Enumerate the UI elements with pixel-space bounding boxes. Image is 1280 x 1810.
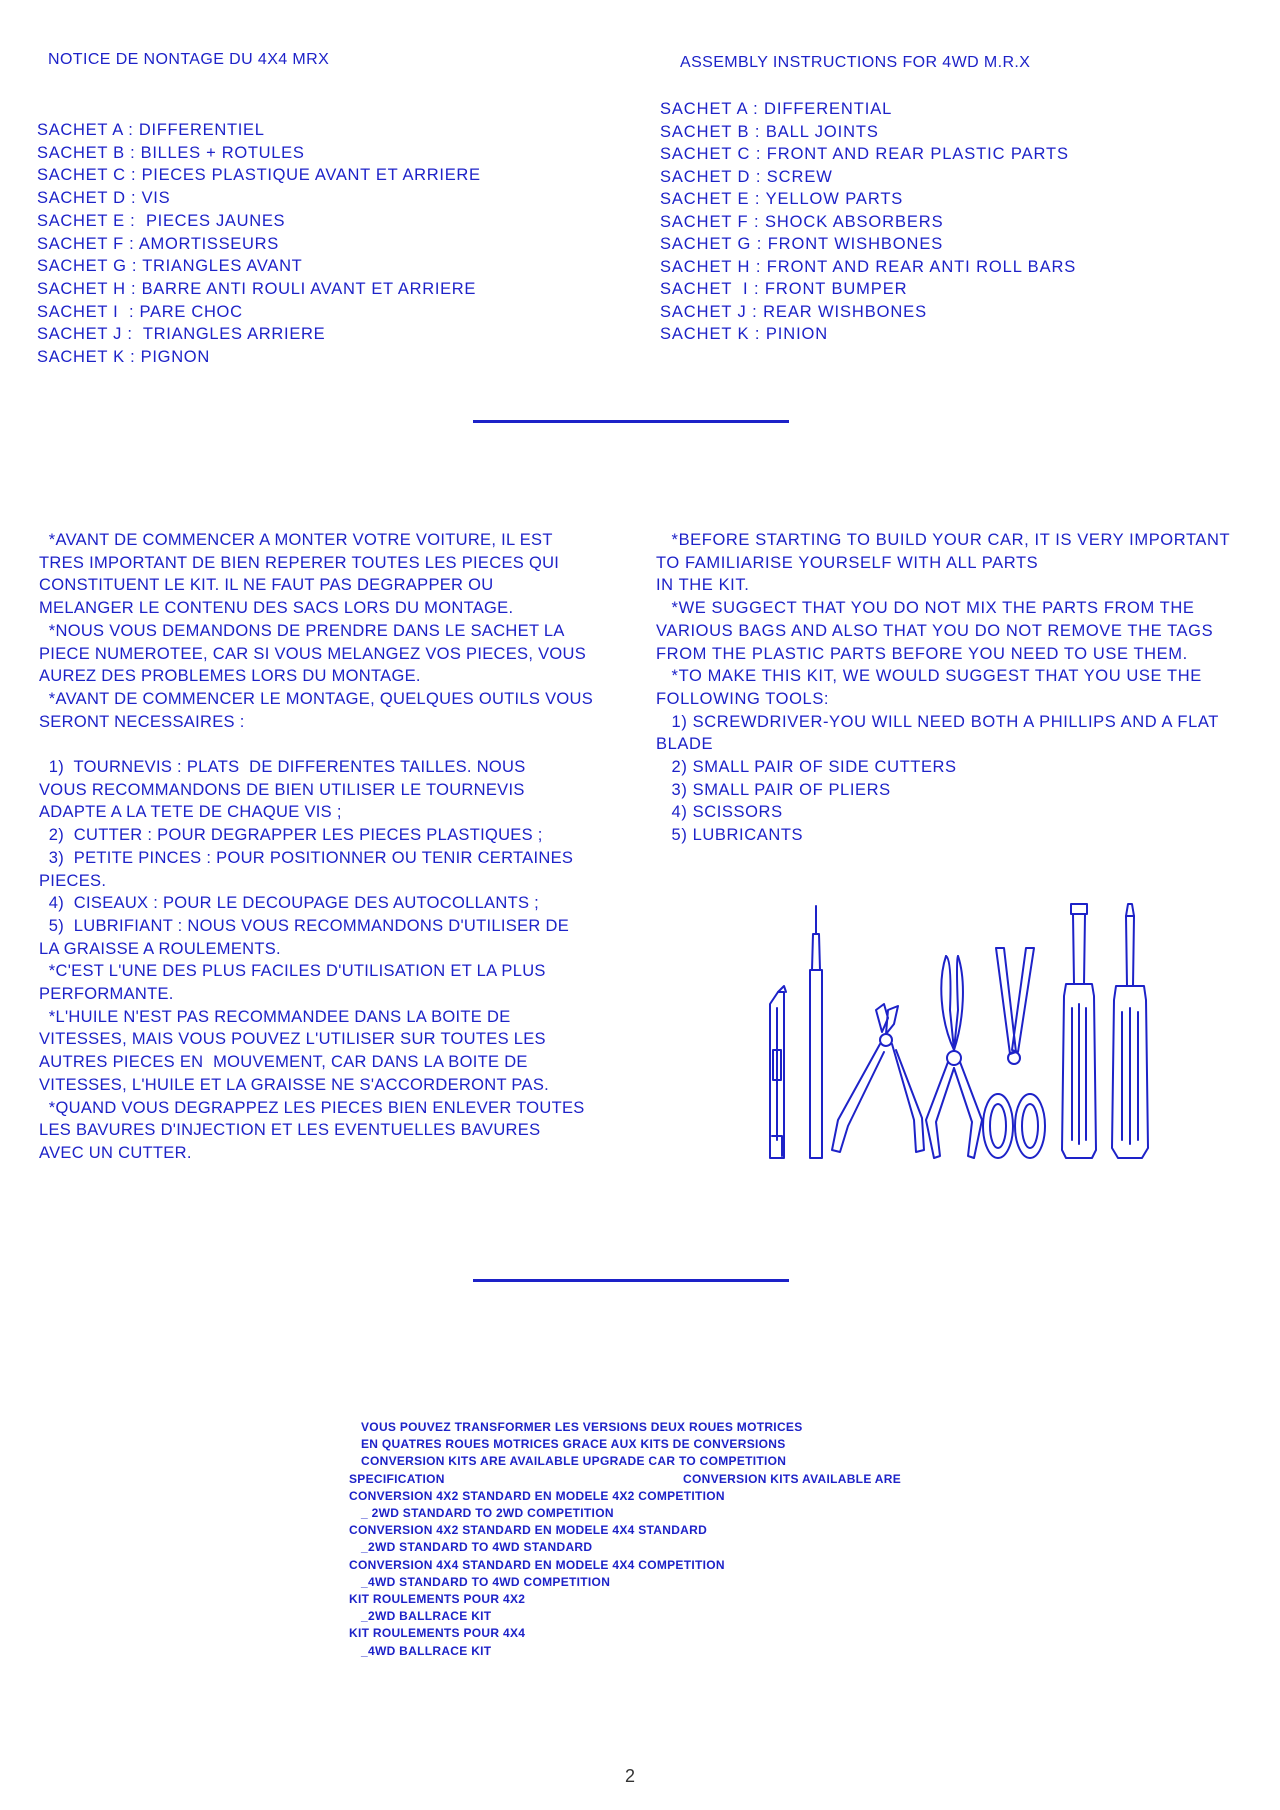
conversion-item: KIT ROULEMENTS POUR 4X2 — [349, 1592, 526, 1607]
instruction-line-en: VARIOUS BAGS AND ALSO THAT YOU DO NOT REMOVE THE TAGS — [656, 621, 1214, 640]
bag-list-en — [660, 98, 1076, 346]
conversion-intro-line: CONVERSION KITS ARE AVAILABLE UPGRADE CAR TO COMPETITION — [361, 1454, 787, 1469]
bag-item-en: SACHET H : FRONT AND REAR ANTI ROLL BARS — [660, 257, 1077, 276]
bag-list-fr — [37, 119, 481, 369]
instruction-line-fr: *C'EST L'UNE DES PLUS FACILES D'UTILISATION ET LA PLUS — [39, 962, 546, 981]
instruction-line-en: 5) LUBRICANTS — [656, 826, 804, 845]
bag-item-en: SACHET A : DIFFERENTIAL — [660, 100, 893, 118]
bag-item-fr: SACHET G : TRIANGLES AVANT — [37, 257, 303, 276]
instruction-line-en: 2) SMALL PAIR OF SIDE CUTTERS — [656, 758, 957, 777]
instruction-line-fr: MELANGER LE CONTENU DES SACS LORS DU MONTAGE. — [39, 599, 514, 618]
bag-item-en: SACHET D : SCREW — [660, 167, 833, 186]
specification-label: SPECIFICATION — [349, 1471, 445, 1486]
bag-item-fr: SACHET J : TRIANGLES ARRIERE — [37, 325, 326, 344]
bag-item-en: SACHET F : SHOCK ABSORBERS — [660, 212, 944, 231]
instruction-line-en: 1) SCREWDRIVER-YOU WILL NEED BOTH A PHILLIPS AND A FLAT — [656, 712, 1219, 731]
bag-item-en: SACHET I : FRONT BUMPER — [660, 280, 908, 298]
bag-item-en: SACHET B : BALL JOINTS — [660, 122, 879, 141]
instruction-line-fr: *NOUS VOUS DEMANDONS DE PRENDRE DANS LE SACHET LA — [39, 621, 565, 640]
scissors-icon — [983, 948, 1045, 1158]
bag-item-fr: SACHET I : PARE CHOC — [37, 302, 243, 321]
instruction-line-fr: 1) TOURNEVIS : PLATS DE DIFFERENTES TAILLES. NOUS — [39, 758, 526, 777]
instruction-line-fr: PIECES. — [39, 871, 107, 890]
side-cutters-icon — [832, 1004, 924, 1152]
instructions-fr — [39, 529, 593, 1165]
conversion-item: CONVERSION 4X2 STANDARD EN MODELE 4X4 STANDARD — [349, 1523, 708, 1538]
instructions-en — [656, 529, 1230, 847]
instruction-line-fr: LES BAVURES D'INJECTION ET LES EVENTUELLES BAVURES — [39, 1121, 541, 1140]
awl-icon — [810, 906, 822, 1158]
conversion-item: KIT ROULEMENTS POUR 4X4 — [349, 1626, 526, 1641]
instruction-line-fr: *AVANT DE COMMENCER LE MONTAGE, QUELQUES OUTILS VOUS — [39, 689, 594, 708]
divider-rule — [473, 420, 789, 423]
instruction-line-fr: 4) CISEAUX : POUR LE DECOUPAGE DES AUTOCOLLANTS ; — [39, 894, 540, 913]
instruction-line-en: IN THE KIT. — [656, 576, 750, 595]
instruction-line-fr: VOUS RECOMMANDONS DE BIEN UTILISER LE TOURNEVIS — [39, 780, 525, 799]
conversion-item: _2WD BALLRACE KIT — [361, 1609, 492, 1624]
instruction-line-fr: LA GRAISSE A ROULEMENTS. — [39, 939, 281, 958]
instruction-line-fr: VITESSES, L'HUILE ET LA GRAISSE NE S'ACCORDERONT PAS. — [39, 1075, 550, 1094]
bag-item-fr: SACHET D : VIS — [37, 189, 171, 208]
conversion-intro-line: VOUS POUVEZ TRANSFORMER LES VERSIONS DEUX ROUES MOTRICES — [361, 1420, 803, 1434]
screwdriver-icon — [1112, 904, 1148, 1158]
bag-item-en: SACHET K : PINION — [660, 325, 829, 343]
instruction-line-fr: PERFORMANTE. — [39, 985, 174, 1004]
instruction-line-fr: SERONT NECESSAIRES : — [39, 712, 245, 731]
title-en: ASSEMBLY INSTRUCTIONS FOR 4WD M.R.X — [680, 54, 1031, 71]
bag-item-fr: SACHET C : PIECES PLASTIQUE AVANT ET ARRIERE — [37, 166, 481, 185]
conversion-item: _4WD BALLRACE KIT — [361, 1643, 492, 1658]
instruction-line-fr: ADAPTE A LA TETE DE CHAQUE VIS ; — [39, 803, 342, 822]
instruction-line-fr: VITESSES, MAIS VOUS POUVEZ L'UTILISER SUR TOUTES LES — [39, 1030, 546, 1049]
conversion-item: _4WD STANDARD TO 4WD COMPETITION — [361, 1574, 611, 1589]
instruction-line-en: FROM THE PLASTIC PARTS BEFORE YOU NEED TO USE THEM. — [656, 644, 1188, 663]
bag-item-fr: SACHET F : AMORTISSEURS — [37, 234, 279, 253]
hex-driver-icon — [1062, 904, 1096, 1158]
instruction-line-en: TO FAMILIARISE YOURSELF WITH ALL PARTS — [656, 553, 1039, 572]
instruction-line-en: FOLLOWING TOOLS: — [656, 689, 830, 708]
bag-item-en: SACHET C : FRONT AND REAR PLASTIC PARTS — [660, 145, 1069, 163]
conversion-item: _ 2WD STANDARD TO 2WD COMPETITION — [361, 1506, 614, 1521]
instruction-line-fr: *QUAND VOUS DEGRAPPEZ LES PIECES BIEN ENLEVER TOUTES — [39, 1098, 585, 1117]
divider-rule — [473, 1279, 789, 1282]
instruction-line-en: 3) SMALL PAIR OF PLIERS — [656, 780, 891, 799]
instruction-line-en: *WE SUGGECT THAT YOU DO NOT MIX THE PARTS FROM THE — [656, 599, 1195, 618]
title-fr: NOTICE DE NONTAGE DU 4X4 MRX — [48, 51, 330, 68]
instruction-line-en: BLADE — [656, 735, 714, 754]
instruction-line-fr: CONSTITUENT LE KIT. IL NE FAUT PAS DEGRAPPER OU — [39, 576, 494, 595]
conversion-kits-block — [349, 1419, 901, 1660]
instruction-line-fr: 2) CUTTER : POUR DEGRAPPER LES PIECES PLASTIQUES ; — [39, 826, 543, 845]
bag-item-fr: SACHET K : PIGNON — [37, 348, 210, 367]
specification-row — [349, 1471, 901, 1488]
instruction-line-fr: PIECE NUMEROTEE, CAR SI VOUS MELANGEZ VOS PIECES, VOUS — [39, 644, 587, 663]
pliers-icon — [926, 956, 982, 1158]
tools-illustration — [764, 900, 1156, 1164]
bag-item-fr: SACHET B : BILLES + ROTULES — [37, 143, 305, 162]
instruction-line-en: *TO MAKE THIS KIT, WE WOULD SUGGEST THAT YOU USE THE — [656, 667, 1202, 686]
conversion-kits-label: CONVERSION KITS AVAILABLE ARE — [683, 1471, 902, 1486]
instruction-line-fr: *L'HUILE N'EST PAS RECOMMANDEE DANS LA BOITE DE — [39, 1007, 511, 1026]
instruction-line-fr — [39, 733, 593, 756]
conversion-intro-line: EN QUATRES ROUES MOTRICES GRACE AUX KITS DE CONVERSIONS — [361, 1437, 786, 1452]
bag-item-fr: SACHET A : DIFFERENTIEL — [37, 121, 265, 139]
instruction-line-en: *BEFORE STARTING TO BUILD YOUR CAR, IT IS VERY IMPORTANT — [656, 531, 1231, 549]
instruction-line-fr: AUREZ DES PROBLEMES LORS DU MONTAGE. — [39, 667, 421, 686]
cutter-knife-icon — [770, 986, 786, 1158]
instruction-line-en: 4) SCISSORS — [656, 803, 783, 822]
bag-item-en: SACHET E : YELLOW PARTS — [660, 190, 904, 208]
page-number: 2 — [625, 1766, 636, 1786]
bag-item-fr: SACHET H : BARRE ANTI ROULI AVANT ET ARRIERE — [37, 279, 477, 298]
instruction-line-fr: AUTRES PIECES EN MOUVEMENT, CAR DANS LA BOITE DE — [39, 1053, 528, 1072]
conversion-item: CONVERSION 4X4 STANDARD EN MODELE 4X4 COMPETITION — [349, 1557, 725, 1572]
instruction-line-fr: *AVANT DE COMMENCER A MONTER VOTRE VOITURE, IL EST — [39, 531, 553, 549]
instruction-line-fr: AVEC UN CUTTER. — [39, 1143, 192, 1162]
instruction-line-fr: 5) LUBRIFIANT : NOUS VOUS RECOMMANDONS D'UTILISER DE — [39, 916, 569, 935]
bag-item-en: SACHET G : FRONT WISHBONES — [660, 235, 944, 253]
conversion-item: _2WD STANDARD TO 4WD STANDARD — [361, 1540, 593, 1555]
instruction-line-fr: TRES IMPORTANT DE BIEN REPERER TOUTES LES PIECES QUI — [39, 553, 560, 572]
conversion-item: CONVERSION 4X2 STANDARD EN MODELE 4X2 COMPETITION — [349, 1488, 725, 1503]
bag-item-fr: SACHET E : PIECES JAUNES — [37, 211, 286, 230]
bag-item-en: SACHET J : REAR WISHBONES — [660, 302, 927, 321]
instruction-line-fr: 3) PETITE PINCES : POUR POSITIONNER OU TENIR CERTAINES — [39, 848, 574, 867]
